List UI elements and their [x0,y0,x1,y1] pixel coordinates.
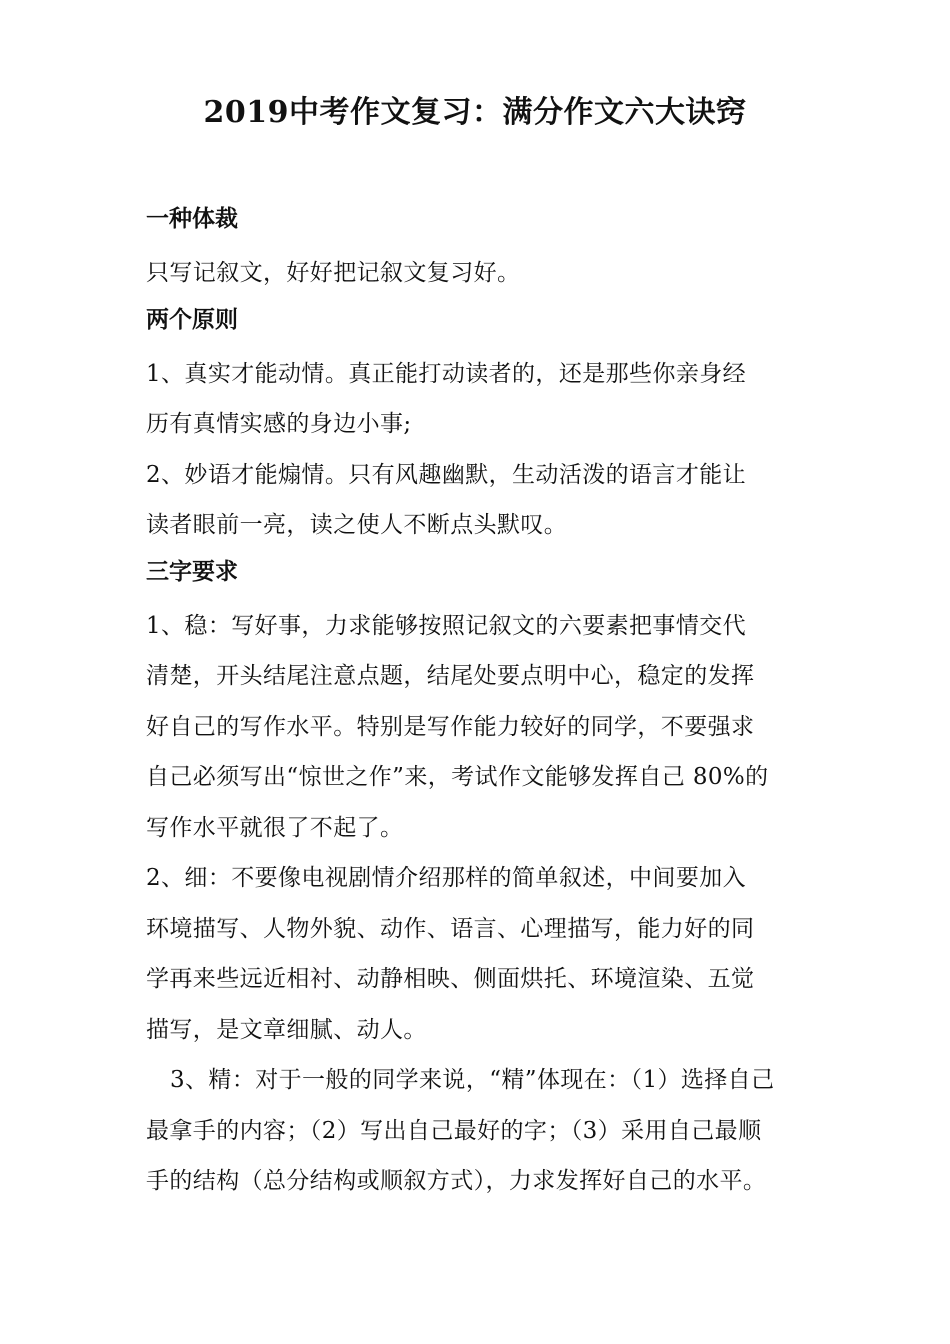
text-line: 描写，是文章细腻、动人。 [146,1016,427,1043]
text-line: 清楚，开头结尾注意点题，结尾处要点明中心，稳定的发挥 [146,663,755,689]
text-line: 2、妙语才能煽情。只有风趣幽默，生动活泼的语言才能让 [146,461,747,488]
paragraph [146,248,810,299]
text-line: 手的结构（总分结构或顺叙方式），力求发挥好自己的水平。 [146,1168,767,1194]
text-line: 3、精：对于一般的同学来说，“精”体现在：（1）选择自己 [170,1067,775,1093]
text-line: 历有真情实感的身边小事; [146,411,412,437]
section-heading: 三字要求 [146,557,238,585]
text-line: 只写记叙文，好好把记叙文复习好。 [146,260,521,286]
paragraph [146,601,810,854]
document-body [146,198,810,1207]
text-line: 写作水平就很了不起了。 [146,814,404,841]
text-line: 最拿手的内容；（2）写出自己最好的字；（3）采用自己最顺 [146,1117,762,1144]
section-heading: 一种体裁 [146,205,238,232]
text-line: 学再来些远近相衬、动静相映、侧面烘托、环境渲染、五觉 [146,966,755,992]
text-line: 1、稳：写好事，力求能够按照记叙文的六要素把事情交代 [146,612,747,639]
text-line: 1、真实才能动情。真正能打动读者的，还是那些你亲身经 [146,360,747,387]
paragraph [146,853,810,1055]
paragraph [146,450,810,551]
document-title: 2019中考作文复习：满分作文六大诀窍 [203,95,747,130]
section-heading: 两个原则 [146,305,238,333]
text-line: 好自己的写作水平。特别是写作能力较好的同学，不要强求 [146,713,755,740]
text-line: 自己必须写出“惊世之作”来，考试作文能够发挥自己 80%的 [146,764,769,790]
paragraph [146,1055,810,1207]
text-line: 读者眼前一亮，读之使人不断点头默叹。 [146,512,568,538]
paragraph [146,349,810,450]
text-line: 环境描写、人物外貌、动作、语言、心理描写，能力好的同 [146,915,755,942]
text-line: 2、细：不要像电视剧情介绍那样的简单叙述，中间要加入 [146,865,747,891]
